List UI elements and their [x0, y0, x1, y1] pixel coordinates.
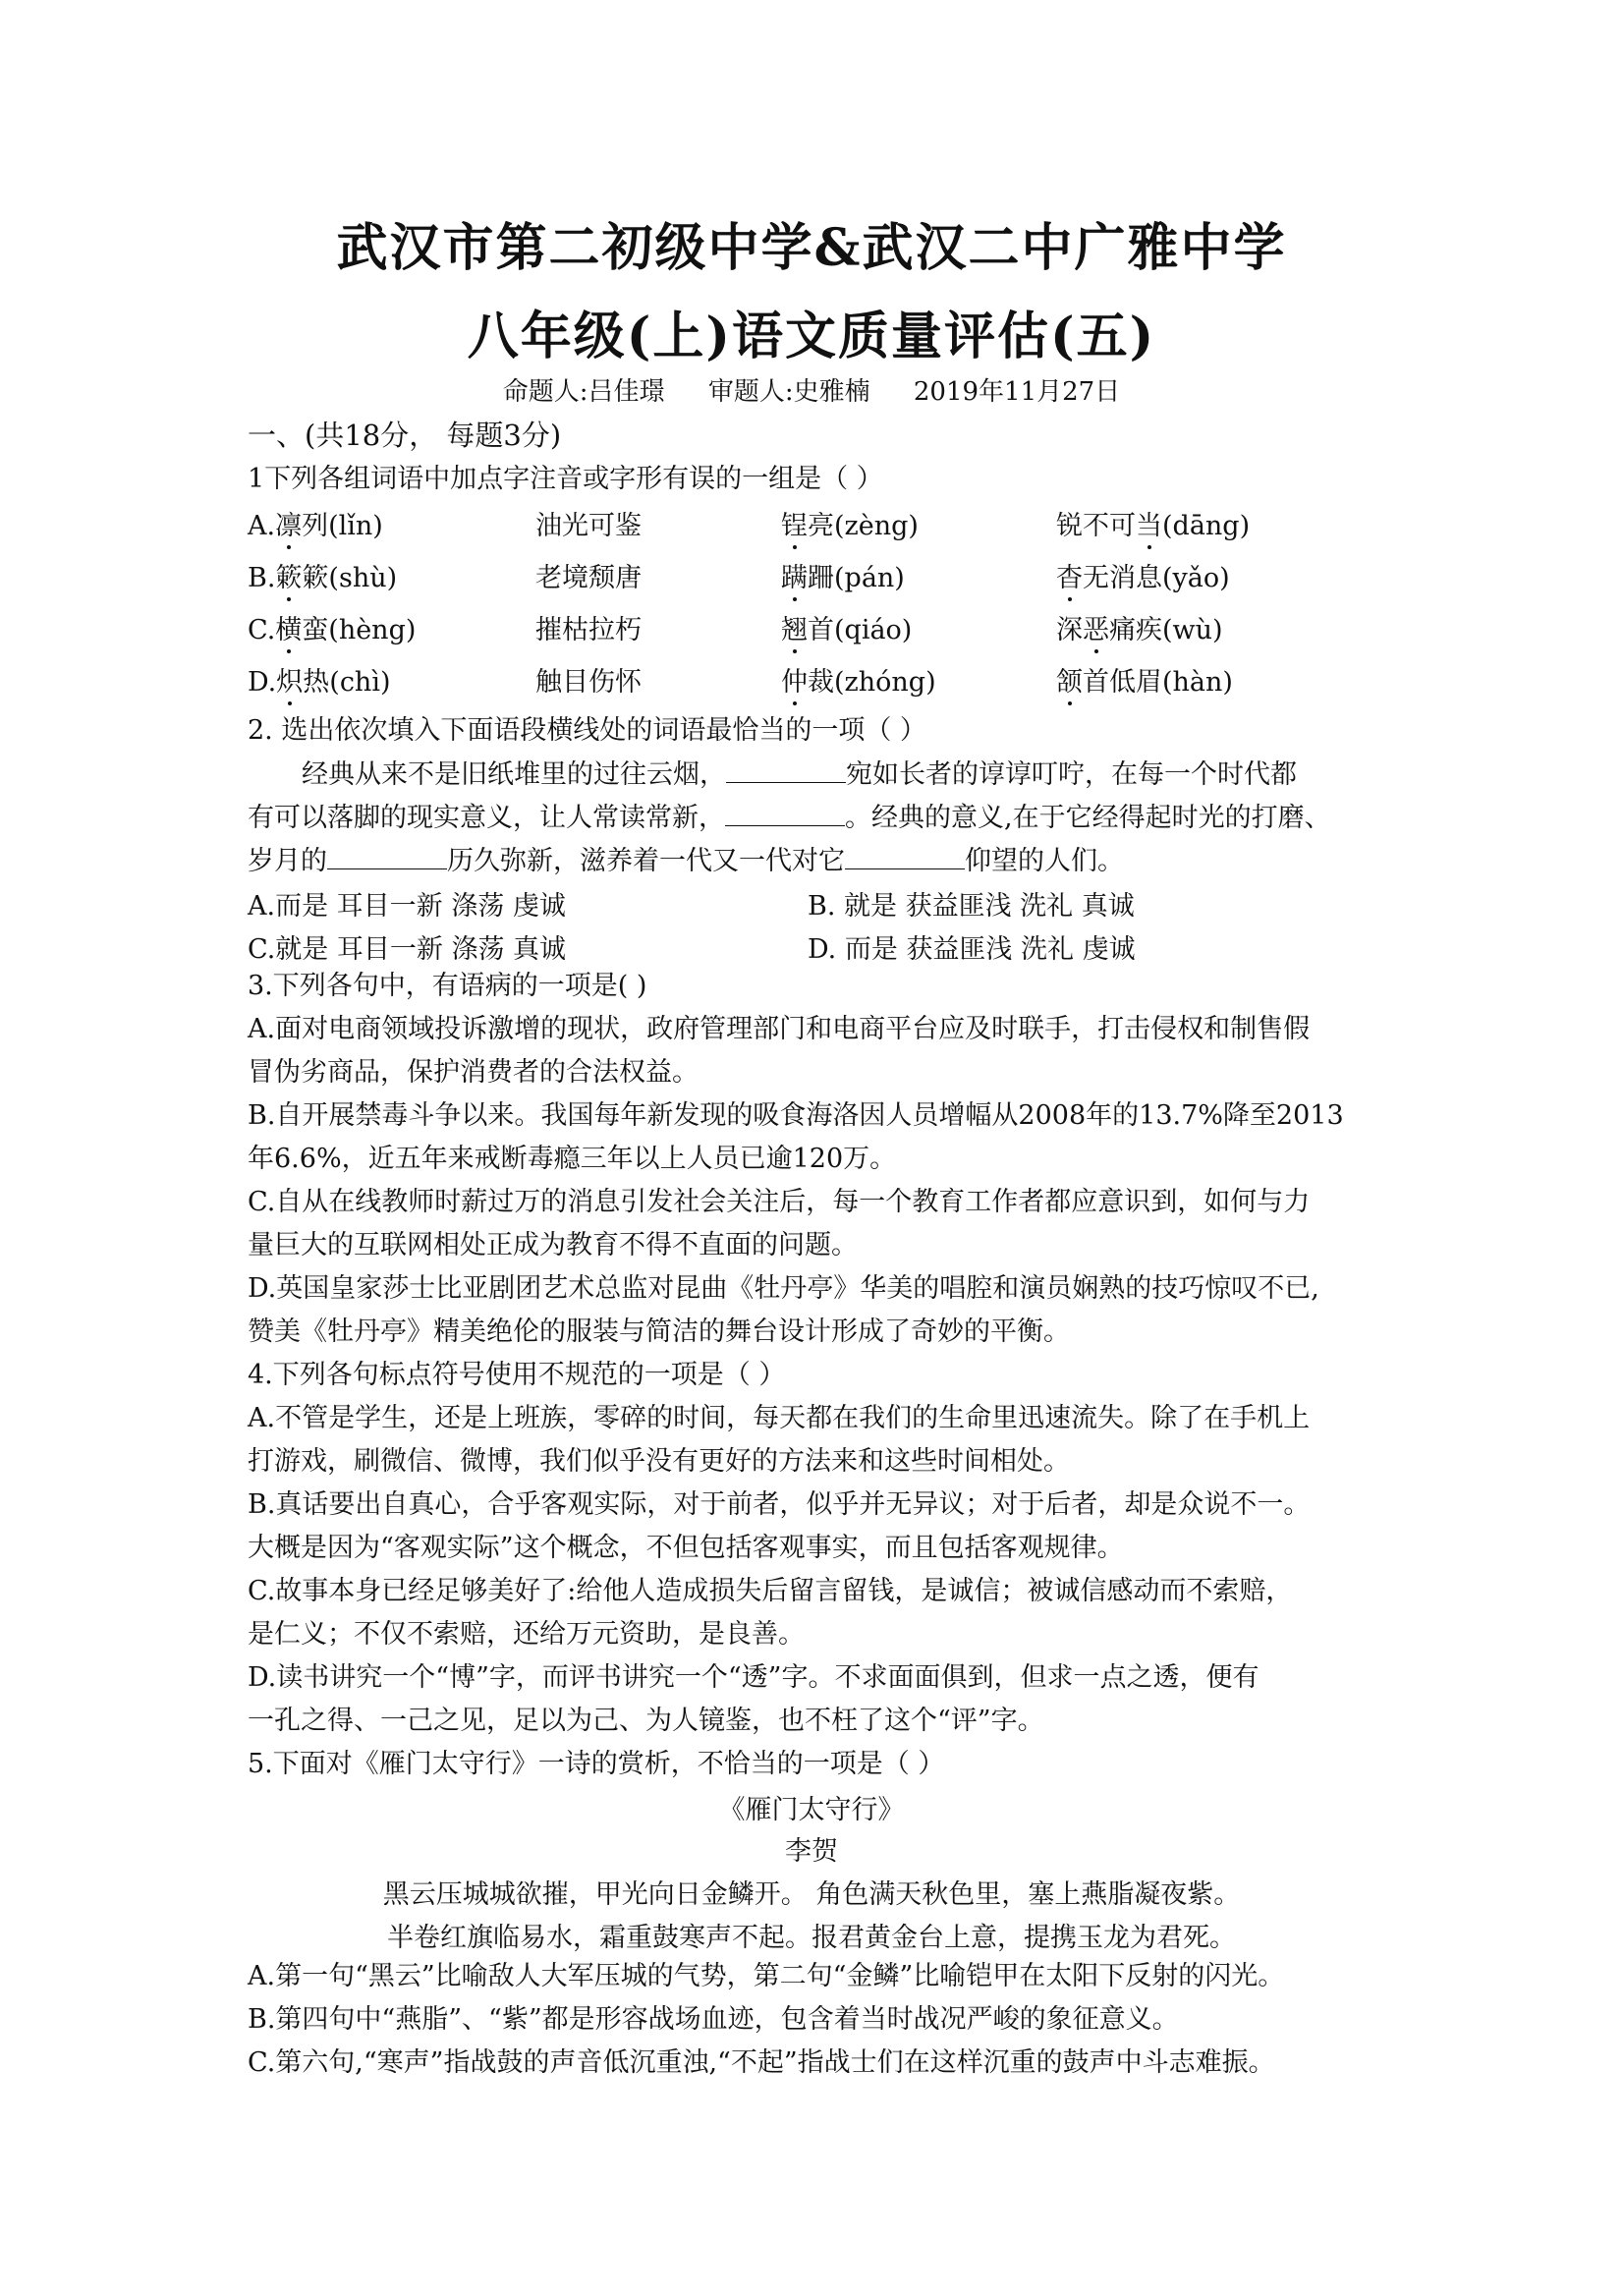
exam-meta: [0, 371, 1623, 408]
q1-d-word4: 颔首低眉(hàn): [1056, 667, 1233, 698]
q4-c-line2: 是仁义；不仅不索赔，还给万元资助，是良善。: [248, 1619, 805, 1650]
q4-a-line1: A.不管是学生，还是上班族，零碎的时间，每天都在我们的生命里迅速流失。除了在手机上: [248, 1403, 1311, 1433]
q2-option-a: A.而是 耳目一新 涤荡 虔诚: [248, 891, 566, 922]
q4-b-line1: B.真话要出自真心，合乎客观实际，对于前者，似乎并无异议；对于后者，却是众说不一。: [248, 1489, 1311, 1520]
q1-b-word4: 杳无消息(yǎo): [1056, 563, 1230, 593]
exam-title: 八年级(上)语文质量评估(五): [467, 307, 1156, 366]
q1-a-word1: A.凛列(lǐn): [248, 511, 383, 541]
poem-title: 《雁门太守行》: [718, 1795, 905, 1825]
q1-b-word2: 老境颓唐: [535, 563, 642, 593]
q3-a-line2: 冒伪劣商品，保护消费者的合法权益。: [248, 1057, 699, 1088]
q1-option-a: [248, 504, 1387, 543]
q4-a-line2: 打游戏，刷微信、微博，我们似乎没有更好的方法来和这些时间相处。: [248, 1446, 1070, 1477]
q5-option-a: A.第一句“黑云”比喻敌人大军压城的气势，第二句“金鳞”比喻铠甲在太阳下反射的闪光。: [248, 1961, 1285, 1991]
q2-passage-line1: 经典从来不是旧纸堆里的过往云烟， 宛如长者的谆谆叮咛，在每一个时代都: [302, 755, 1297, 793]
reviewer: 审题人:史雅楠: [707, 377, 870, 407]
poem-author: 李贺: [785, 1836, 838, 1867]
q3-c-line1: C.自从在线教师时薪过万的消息引发社会关注后，每一个教育工作者都应意识到，如何与力: [248, 1187, 1311, 1217]
q1-c-word1: C.横蛮(hèng): [248, 615, 417, 645]
setter: 命题人:吕佳璟: [502, 377, 665, 407]
q1-stem: 1下列各组词语中加点字注音或字形有误的一组是（ ）: [248, 464, 883, 494]
q1-option-d: [248, 660, 1387, 700]
q4-stem: 4.下列各句标点符号使用不规范的一项是（ ）: [248, 1360, 786, 1390]
q5-stem: 5.下面对《雁门太守行》一诗的赏析，不恰当的一项是（ ）: [248, 1749, 945, 1779]
q1-option-c: [248, 608, 1387, 647]
q1-d-word1: D.炽热(chì): [248, 667, 391, 698]
q2-option-c: C.就是 耳目一新 涤荡 真诚: [248, 934, 567, 965]
q1-a-word3: 锃亮(zèng): [781, 511, 919, 541]
poem-line-2: 半卷红旗临易水，霜重鼓寒声不起。报君黄金台上意，提携玉龙为君死。: [387, 1923, 1236, 1953]
q1-c-word3: 翘首(qiáo): [781, 615, 913, 645]
school-title: 武汉市第二初级中学&武汉二中广雅中学: [336, 218, 1287, 278]
q5-option-c: C.第六句,“寒声”指战鼓的声音低沉重浊,“不起”指战士们在这样沉重的鼓声中斗志难振。: [248, 2047, 1275, 2078]
q1-b-word1: B.簌簌(shù): [248, 563, 398, 593]
q1-d-word3: 仲裁(zhóng): [781, 667, 936, 698]
q1-b-word3: 蹒跚(pán): [781, 563, 905, 593]
q3-c-line2: 量巨大的互联网相处正成为教育不得不直面的问题。: [248, 1230, 858, 1260]
exam-date: 2019年11月27日: [913, 377, 1121, 407]
q2-option-d: D. 而是 获益匪浅 洗礼 虔诚: [808, 934, 1136, 965]
q1-option-b: [248, 556, 1387, 595]
blank-2: [725, 798, 845, 826]
q2-passage-line3: 岁月的 历久弥新，滋养着一代又一代对它 仰望的人们。: [248, 841, 1124, 879]
q1-a-word4: 锐不可当(dāng): [1056, 511, 1251, 541]
q2-option-b: B. 就是 获益匪浅 洗礼 真诚: [808, 891, 1135, 922]
q1-c-word2: 摧枯拉朽: [535, 615, 642, 645]
blank-4: [845, 841, 965, 869]
q2-passage-line2: 有可以落脚的现实意义，让人常读常新， 。经典的意义,在于它经得起时光的打磨、: [248, 798, 1331, 836]
q4-c-line1: C.故事本身已经足够美好了:给他人造成损失后留言留钱，是诚信；被诚信感动而不索赔，: [248, 1576, 1293, 1606]
q1-d-word2: 触目伤怀: [535, 667, 642, 698]
q5-option-b: B.第四句中“燕脂”、“紫”都是形容战场血迹，包含着当时战况严峻的象征意义。: [248, 2004, 1179, 2035]
q4-b-line2: 大概是因为“客观实际”这个概念，不但包括客观事实，而且包括客观规律。: [248, 1533, 1124, 1563]
section-heading: 一、(共18分， 每题3分): [248, 419, 562, 452]
blank-3: [327, 841, 447, 869]
q3-a-line1: A.面对电商领域投诉激增的现状，政府管理部门和电商平台应及时联手，打击侵权和制售假: [248, 1014, 1311, 1044]
q1-a-word2: 油光可鉴: [535, 511, 642, 541]
q1-c-word4: 深恶痛疾(wù): [1056, 615, 1223, 645]
q3-stem: 3.下列各句中，有语病的一项是( ): [248, 971, 647, 1001]
q4-d-line2: 一孔之得、一己之见，足以为己、为人镜鉴，也不枉了这个“评”字。: [248, 1706, 1044, 1736]
q3-d-line2: 赞美《牡丹亭》精美绝伦的服装与简洁的舞台设计形成了奇妙的平衡。: [248, 1316, 1070, 1347]
q3-b-line1: B.自开展禁毒斗争以来。我国每年新发现的吸食海洛因人员增幅从2008年的13.7%降至2013: [248, 1100, 1344, 1131]
blank-1: [726, 755, 846, 783]
poem-line-1: 黑云压城城欲摧，甲光向日金鳞开。 角色满天秋色里，塞上燕脂凝夜紫。: [382, 1879, 1241, 1910]
q3-b-line2: 年6.6%，近五年来戒断毒瘾三年以上人员已逾120万。: [248, 1144, 897, 1174]
q4-d-line1: D.读书讲究一个“博”字，而评书讲究一个“透”字。不求面面俱到，但求一点之透，便有: [248, 1662, 1259, 1693]
q2-stem: 2. 选出依次填入下面语段横线处的词语最恰当的一项（ ）: [248, 715, 926, 746]
q3-d-line1: D.英国皇家莎士比亚剧团艺术总监对昆曲《牡丹亭》华美的唱腔和演员娴熟的技巧惊叹不已,: [248, 1273, 1319, 1304]
